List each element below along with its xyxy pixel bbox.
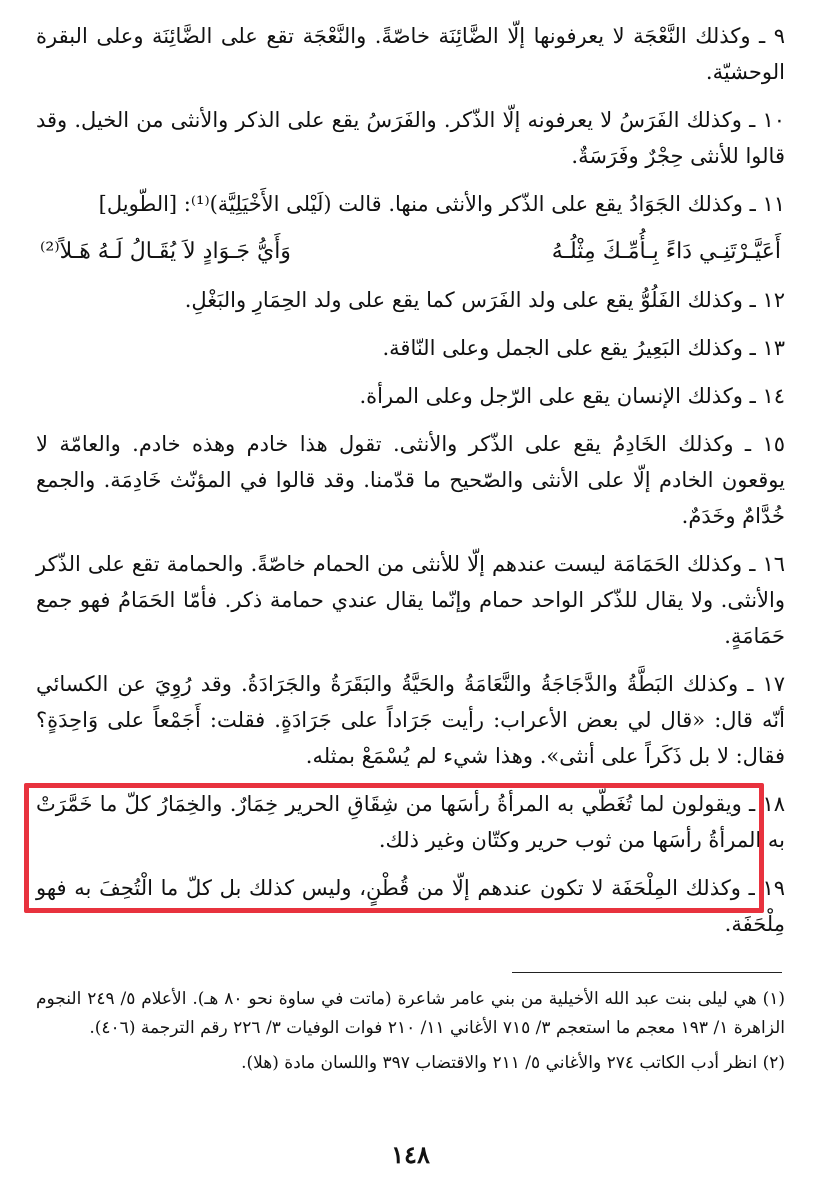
main-text	[36, 18, 785, 954]
paragraph-14: ١٤ ـ وكذلك الإنسان يقع على الرّجل وعلى المرأة.	[359, 384, 785, 408]
footnote-2: (٢) انظر أدب الكاتب ٢٧٤ والأغاني ٥/ ٢١١ والاقتضاب ٣٩٧ واللسان مادة (هلا).	[241, 1053, 785, 1073]
footnote-separator	[512, 972, 782, 973]
paragraph-11: ١١ ـ وكذلك الجَوَادُ يقع على الذّكر والأنثى منها. قالت (لَيْلى الأَخْيَلِيَّة)⁽¹⁾: [الطّويل]	[98, 192, 785, 216]
paragraph-9: ٩ ـ وكذلك النَّعْجَة لا يعرفونها إلّا الضَّائِنَة خاصّةً. والنَّعْجَة تقع على الضَّائِنَة وعلى البقرة الوحشيّة.	[36, 24, 785, 84]
paragraph-13: ١٣ ـ وكذلك البَعِيرُ يقع على الجمل وعلى النّاقة.	[382, 336, 785, 360]
paragraph-17: ١٧ ـ وكذلك البَطَّةُ والدَّجَاجَةُ والنَّعَامَةُ والحَيَّةُ والبَقَرَةُ والجَرَادَةُ. وقد رُوِيَ عن الكسائي أنّه قال: «قال لي بعض الأعراب: رأيت جَرَاداً على جَرَادَةٍ. فقلت: أَجَمْعاً على وَاحِدَةٍ؟ فقال: لا بل ذَكَراً على أنثى». وهذا شيء لم يُسْمَعْ بمثله.	[36, 672, 785, 768]
verse-second-hemistich: وَأَيُّ جَـوَادٍ لاَ يُقَـالُ لَـهُ هَـلاً⁽²⁾	[40, 239, 291, 264]
footnote-1: (١) هي ليلى بنت عبد الله الأخيلية من بني عامر شاعرة (ماتت في ساوة نحو ٨٠ هـ). الأعلام ٥/ ٢٤٩ النجوم الزاهرة ١/ ١٩٣ معجم ما استعجم ٣/ ٧١٥ الأغاني ١١/ ٢١٠ فوات الوفيات ٣/ ٢٢٦ رقم الترجمة (٤٠٦).	[36, 989, 785, 1038]
paragraph-10: ١٠ ـ وكذلك الفَرَسُ لا يعرفونه إلّا الذّكر. والفَرَسُ يقع على الذكر والأنثى من الخيل. وقد قالوا للأنثى حِجْرٌ وفَرَسَةٌ.	[36, 108, 785, 168]
paragraph-15: ١٥ ـ وكذلك الخَادِمُ يقع على الذّكر والأنثى. تقول هذا خادم وهذه خادم. والعامّة لا يوقعون الخادم إلّا على الأنثى والصّحيح ما قدّمنا. وقد قالوا في المؤنّث خَادِمَة. والجمع خُدَّامٌ وخَدَمٌ.	[36, 432, 785, 528]
paragraph-16: ١٦ ـ وكذلك الحَمَامَة ليست عندهم إلّا للأنثى من الحمام خاصّةً. والحمامة تقع على الذّكر والأنثى. ولا يقال للذّكر الواحد حمام وإنّما يقال عندي حمامة ذكر. فأمّا الحَمَامُ فهو جمع حَمَامَةٍ.	[36, 552, 785, 648]
page-number: ١٤٨	[391, 1140, 430, 1169]
poetry-verse	[36, 234, 785, 270]
verse-first-hemistich: أَعَيَّـرْتَنِـي دَاءً بِـأُمِّـكَ مِثْلُـهُ	[551, 239, 781, 264]
paragraph-19: ١٩ ـ وكذلك المِلْحَفَة لا تكون عندهم إلّا من قُطْنٍ، وليس كذلك بل كلّ ما الْتُحِفَ به فهو مِلْحَفَة.	[36, 876, 785, 936]
paragraph-12: ١٢ ـ وكذلك الفَلُوُّ يقع على ولد الفَرَس كما يقع على ولد الحِمَارِ والبَغْلِ.	[184, 288, 785, 312]
footnotes	[36, 985, 785, 1084]
paragraph-18: ١٨ ـ ويقولون لما تُغَطّي به المرأةُ رأسَها من شِقَاقِ الحرير خِمَارٌ. والخِمَارُ كلّ ما خَمَّرَتْ به المرأةُ رأسَها من ثوب حرير وكتّان وغير ذلك.	[36, 792, 785, 852]
